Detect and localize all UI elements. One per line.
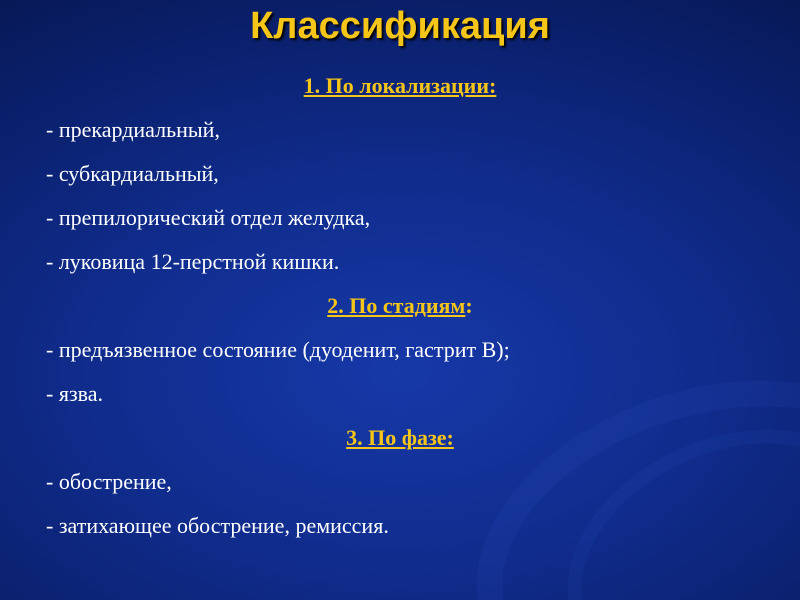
section-heading-text: 2. По стадиям [327,293,466,318]
section-heading-phase [0,416,800,460]
list-item: - язва. [46,381,103,406]
list-item: - препилорический отдел желудка, [46,205,371,230]
slide-title: Классификация [250,5,550,47]
section-heading-stages [0,284,800,328]
slide-body [0,64,800,548]
section-heading-text: 1. По локализации: [303,73,497,98]
list-item: - субкардиальный, [46,161,219,186]
section-heading-localization [0,64,800,108]
section-heading-text: 3. По фазе: [346,425,454,450]
section-heading-colon: : [465,293,473,318]
list-item: - обострение, [46,469,172,494]
list-item: - затихающее обострение, ремиссия. [46,513,389,538]
list-item: - прекардиальный, [46,117,220,142]
list-item: - предъязвенное состояние (дуоденит, гастрит В); [46,337,510,362]
list-item: - луковица 12-перстной кишки. [46,249,340,274]
